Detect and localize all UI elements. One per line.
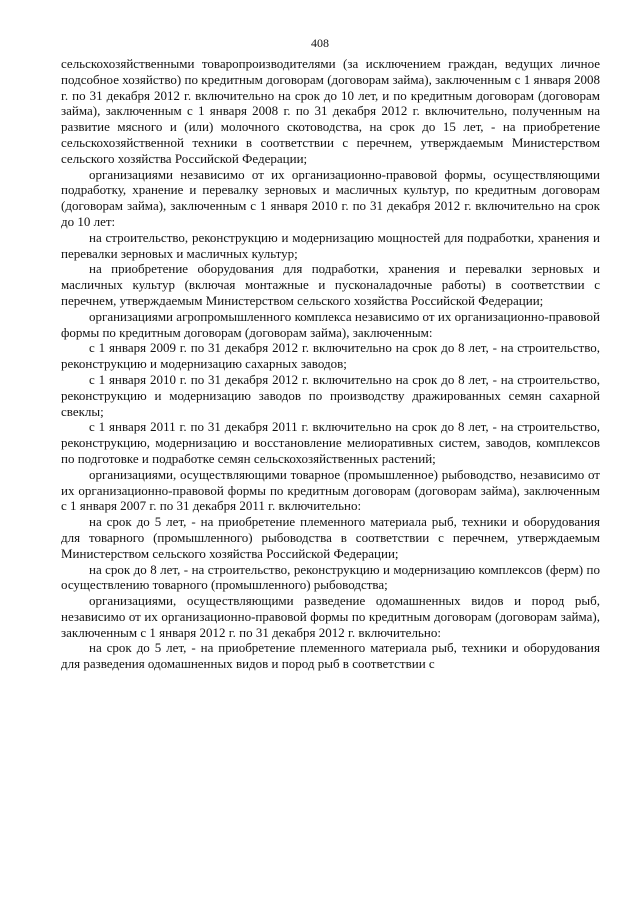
paragraph: с 1 января 2011 г. по 31 декабря 2011 г. включительно на срок до 8 лет, - на строительство, реконструкцию, модернизацию и восстановление мелиоративных систем, заводов, комплексов по подготовке и подработке семян сельскохозяйственных растений;: [61, 419, 600, 466]
page-number: 408: [311, 36, 329, 50]
paragraph: на срок до 8 лет, - на строительство, реконструкцию и модернизацию комплексов (ферм) по осуществлению товарного (промышленного) рыбоводства;: [61, 561, 600, 593]
paragraph: с 1 января 2009 г. по 31 декабря 2012 г. включительно на срок до 8 лет, - на строительство, реконструкцию и модернизацию сахарных заводов;: [61, 340, 600, 372]
paragraph: организациями независимо от их организационно-правовой формы, осуществляющими подработку, хранение и перевалку зерновых и масличных культур, по кредитным договорам (договорам займа), заключенным с 1 января 2010 г. по 31 декабря 2012 г. включительно на срок до 10 лет:: [61, 166, 600, 229]
body-text: [61, 56, 600, 672]
paragraph: на приобретение оборудования для подработки, хранения и перевалки зерновых и масличных культур (включая монтажные и пусконаладочные работы) в соответствии с перечнем, утверждаемым Министерством сельского хозяйства Российской Федерации;: [61, 261, 600, 308]
paragraph: на строительство, реконструкцию и модернизацию мощностей для подработки, хранения и перевалки зерновых и масличных культур;: [61, 229, 600, 261]
paragraph: организациями, осуществляющими товарное (промышленное) рыбоводство, независимо от их организационно-правовой формы по кредитным договорам (договорам займа), заключенным с 1 января 2007 г. по 31 декабря 2011 г. включительно:: [61, 466, 600, 514]
paragraph: на срок до 5 лет, - на приобретение племенного материала рыб, техники и оборудования для разведения одомашненных видов и пород рыб в соответствии с: [61, 640, 600, 672]
paragraph: организациями агропромышленного комплекса независимо от их организационно-правовой формы по кредитным договорам (договорам займа), заключенным:: [61, 308, 600, 340]
paragraph: на срок до 5 лет, - на приобретение племенного материала рыб, техники и оборудования для товарного (промышленного) рыбоводства в соответствии с перечнем, утверждаемым Министерством сельского хозяйства Российской Федерации;: [61, 514, 600, 561]
paragraph: сельскохозяйственными товаропроизводителями (за исключением граждан, ведущих личное подсобное хозяйство) по кредитным договорам (договорам займа), заключенным с 1 января 2008 г. по 31 декабря 2012 г. включительно на срок до 10 лет, и по кредитным договорам (договорам займа), заключенным с 1 января 2008 г. по 31 декабря 2012 г. включительно, полученным на развитие мясного и (или) молочного скотоводства, на срок до 15 лет, - на приобретение сельскохозяйственной техники в соответствии с перечнем, утверждаемым Министерством сельского хозяйства Российской Федерации;: [61, 56, 600, 166]
paragraph: организациями, осуществляющими разведение одомашненных видов и пород рыб, независимо от их организационно-правовой формы по кредитным договорам (договорам займа), заключенным с 1 января 2012 г. по 31 декабря 2012 г. включительно:: [61, 593, 600, 640]
paragraph: с 1 января 2010 г. по 31 декабря 2012 г. включительно на срок до 8 лет, - на строительство, реконструкцию и модернизацию заводов по производству дражированных семян сахарной свеклы;: [61, 371, 600, 419]
